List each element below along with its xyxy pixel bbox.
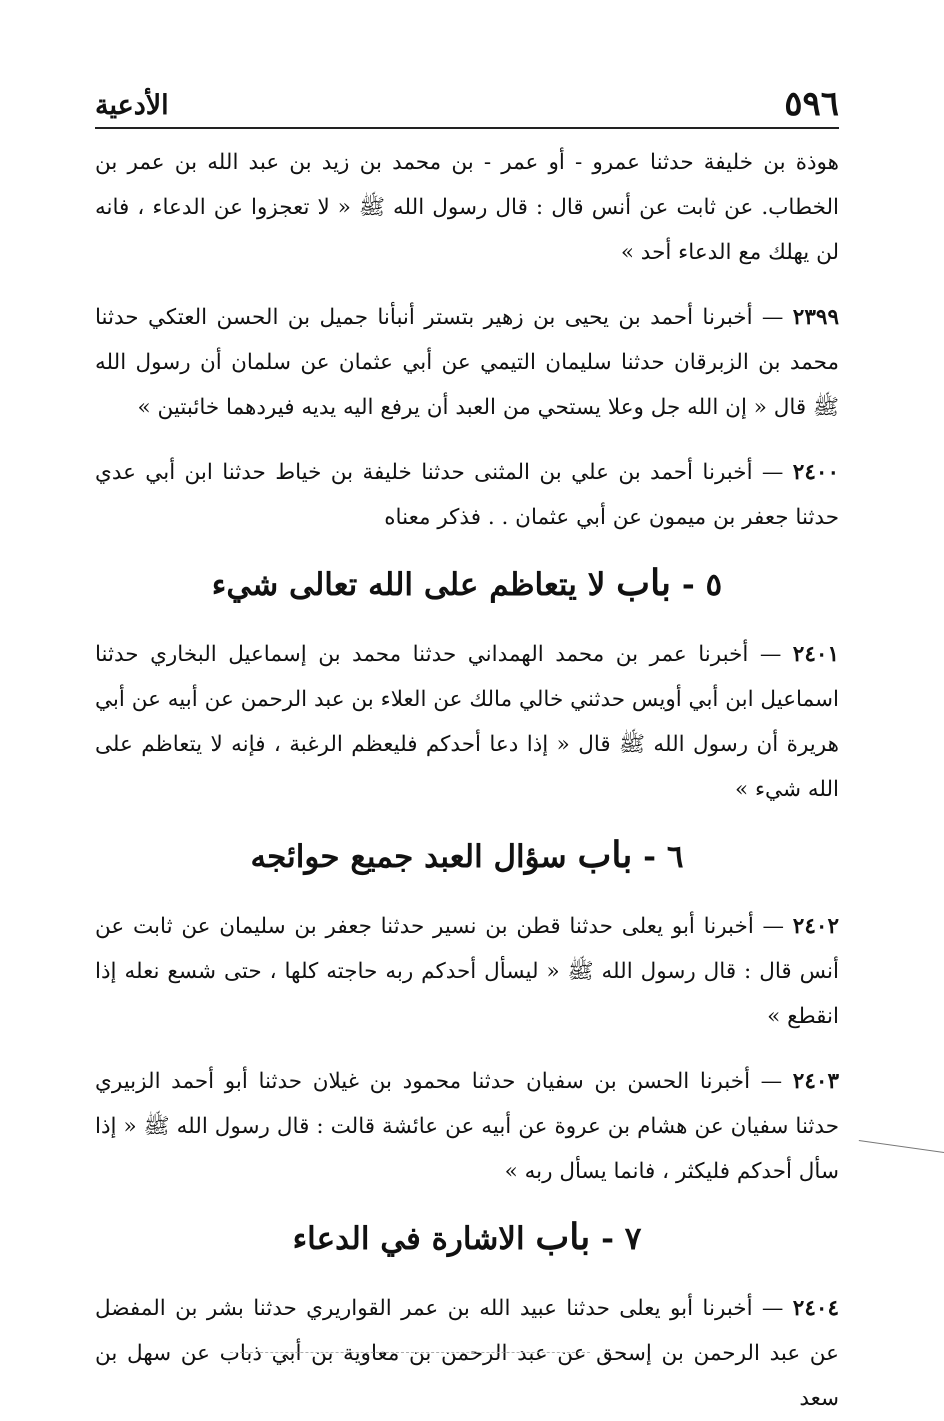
page-header — [95, 80, 839, 128]
chapter-keyword: باب — [577, 834, 633, 876]
hadith-2402 — [95, 904, 839, 1039]
chapter-title: سؤال العبد جميع حوائجه — [250, 839, 567, 875]
hadith-number: ٢٤٠٠ — [792, 460, 839, 485]
paragraph-text: هوذة بن خليفة حدثنا عمرو - أو عمر - بن محمد بن زيد بن عبد الله بن عمر بن الخطاب. عن ثابت عن أنس قال : قال رسول الله ﷺ « لا تعجزوا عن الدعاء ، فانه لن يهلك مع الدعاء أحد » — [95, 150, 839, 265]
running-head: الأدعية — [95, 90, 169, 121]
hadith-text: — أخبرنا أبو يعلى حدثنا عبيد الله بن عمر القواريري حدثنا بشر بن المفضل عن عبد الرحمن بن إسحق عن عبد الرحمن بن معاوية بن أبي ذباب عن سهل بن سعد — [95, 1296, 839, 1411]
paragraph-continued — [95, 140, 839, 275]
hadith-text: — أخبرنا عمر بن محمد الهمداني حدثنا محمد بن إسماعيل البخاري حدثنا اسماعيل ابن أبي أويس حدثني خالي مالك عن العلاء بن عبد الرحمن عن أبيه عن أبي هريرة أن رسول الله ﷺ قال « إذا دعا أحدكم فليعظم الرغبة ، فإنه لا يتعاظم على الله شيء » — [95, 642, 839, 802]
hadith-number: ٢٤٠٢ — [792, 914, 839, 939]
hadith-2400 — [95, 450, 839, 540]
chapter-title: لا يتعاظم على الله تعالى شيء — [211, 567, 606, 603]
chapter-number: ٥ - — [681, 567, 723, 603]
hadith-text: — أخبرنا أحمد بن يحيى بن زهير بتستر أنبأنا جميل بن الحسن العتكي حدثنا محمد بن الزبرقان حدثنا سليمان التيمي عن أبي عثمان عن سلمان أن رسول الله ﷺ قال « إن الله جل وعلا يستحي من العبد أن يرفع اليه يديه فيردهما خائبتين » — [95, 305, 839, 420]
hadith-number: ٢٤٠١ — [792, 642, 839, 667]
chapter-keyword: باب — [535, 1216, 591, 1258]
chapter-number: ٦ - — [643, 839, 684, 875]
page-body — [95, 140, 839, 1411]
hadith-number: ٢٣٩٩ — [792, 305, 839, 330]
chapter-heading-5 — [95, 560, 839, 608]
hadith-number: ٢٤٠٣ — [792, 1069, 839, 1094]
hadith-text: — أخبرنا أبو يعلى حدثنا قطن بن نسير حدثنا جعفر بن سليمان عن ثابت عن أنس قال : قال رسول الله ﷺ « ليسأل أحدكم ربه حاجته كلها ، حتى شسع نعله إذا انقطع » — [95, 914, 839, 1029]
hadith-number: ٢٤٠٤ — [792, 1296, 839, 1321]
chapter-number: ٧ - — [601, 1221, 642, 1257]
hadith-text: — أخبرنا الحسن بن سفيان حدثنا محمود بن غيلان حدثنا أبو أحمد الزبيري حدثنا سفيان عن هشام بن عروة عن أبيه عن عائشة قالت : قال رسول الله ﷺ « إذا سأل أحدكم فليكثر ، فانما يسأل ربه » — [95, 1069, 839, 1184]
hadith-text: — أخبرنا أحمد بن علي بن المثنى حدثنا خليفة بن خياط حدثنا ابن أبي عدي حدثنا جعفر بن ميمون عن أبي عثمان . . فذكر معناه — [95, 460, 839, 530]
scan-artifact-line — [859, 1140, 944, 1153]
hadith-2403 — [95, 1059, 839, 1194]
page-number: ٥٩٦ — [784, 84, 839, 124]
chapter-title: الاشارة في الدعاء — [292, 1221, 525, 1257]
chapter-keyword: باب — [616, 562, 672, 604]
chapter-heading-6 — [95, 832, 839, 880]
hadith-2401 — [95, 632, 839, 812]
hadith-2399 — [95, 295, 839, 430]
hadith-2404 — [95, 1286, 839, 1421]
chapter-heading-7 — [95, 1214, 839, 1262]
scan-artifact-bottom — [230, 1352, 590, 1353]
header-rule — [95, 127, 839, 129]
